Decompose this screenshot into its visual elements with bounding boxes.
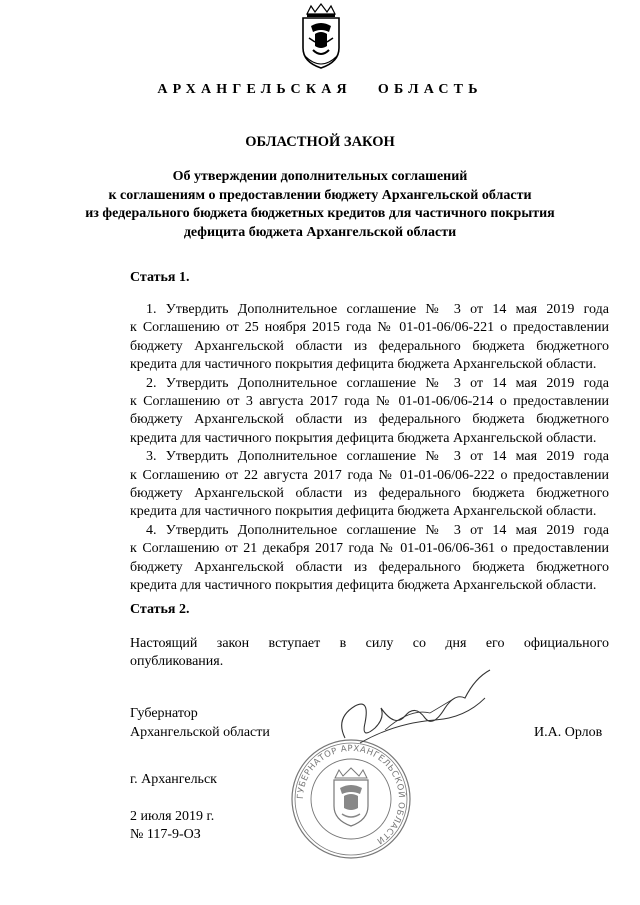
- law-type-heading: ОБЛАСТНОЙ ЗАКОН: [245, 134, 395, 150]
- paragraph-line: бюджету Архангельской области из федерального бюджета бюджетного: [130, 485, 609, 501]
- article-1-heading: Статья 1.: [130, 270, 190, 285]
- article-2-heading: Статья 2.: [130, 602, 190, 617]
- paragraph-line: 4. Утвердить Дополнительное соглашение № 3 от 14 мая 2019 года: [146, 522, 609, 538]
- paragraph-line: бюджету Архангельской области из федерального бюджета бюджетного: [130, 412, 609, 428]
- handwritten-signature: [315, 668, 515, 768]
- paragraph-line: бюджету Архангельской области из федерального бюджета бюджетного: [130, 338, 609, 354]
- paragraph-line: кредита для частичного покрытия дефицита бюджета Архангельской области.: [130, 504, 597, 520]
- coat-of-arms-emblem-icon: [299, 2, 343, 74]
- paragraph-line: бюджету Архангельской области из федерального бюджета бюджетного: [130, 559, 609, 575]
- article-1-item-4: [130, 522, 609, 596]
- paragraph-line: опубликования.: [130, 654, 224, 670]
- paragraph-line: к Соглашению от 21 декабря 2017 года № 01-01-06/06-361 о предоставлении: [130, 541, 609, 557]
- paragraph-line: 1. Утвердить Дополнительное соглашение № 3 от 14 мая 2019 года: [146, 302, 609, 317]
- city: г. Архангельск: [130, 772, 217, 787]
- article-1-item-2: [130, 375, 609, 449]
- paragraph-line: к Соглашению от 25 ноября 2015 года № 01-01-06/06-221 о предоставлении: [130, 320, 609, 336]
- paragraph-line: кредита для частичного покрытия дефицита бюджета Архангельской области.: [130, 577, 597, 593]
- paragraph-line: 3. Утвердить Дополнительное соглашение № 3 от 14 мая 2019 года: [146, 449, 609, 465]
- law-title-line: к соглашениям о предоставлении бюджету Архангельской области: [108, 187, 532, 203]
- law-number: № 117-9-ОЗ: [130, 827, 201, 842]
- signer-position-line-1: Губернатор: [130, 706, 198, 721]
- seal-text: ГУБЕРНАТОР АРХАНГЕЛЬСКОЙ ОБЛАСТИ: [295, 743, 407, 846]
- law-title-line: дефицита бюджета Архангельской области: [183, 224, 457, 240]
- law-title-line: Об утверждении дополнительных соглашений: [172, 169, 468, 184]
- paragraph-line: 2. Утвердить Дополнительное соглашение № 3 от 14 мая 2019 года: [146, 375, 609, 391]
- article-1-item-3: [130, 448, 609, 522]
- law-title-line: из федерального бюджета бюджетных кредитов для частичного покрытия: [85, 206, 555, 221]
- paragraph-line: Настоящий закон вступает в силу со дня его официального: [130, 636, 609, 651]
- paragraph-line: кредита для частичного покрытия дефицита бюджета Архангельской области.: [130, 357, 597, 373]
- article-2-text: [130, 635, 609, 672]
- law-title: [60, 168, 580, 242]
- region-name: АРХАНГЕЛЬСКАЯ ОБЛАСТЬ: [157, 82, 483, 97]
- paragraph-line: к Соглашению от 3 августа 2017 года № 01-01-06/06-214 о предоставлении: [130, 393, 609, 409]
- signer-position-line-2: Архангельской области: [130, 725, 270, 740]
- paragraph-line: к Соглашению от 22 августа 2017 года № 01-01-06/06-222 о предоставлении: [130, 467, 609, 483]
- signer-name: И.А. Орлов: [534, 725, 603, 740]
- law-date: 2 июля 2019 г.: [130, 809, 215, 824]
- paragraph-line: кредита для частичного покрытия дефицита бюджета Архангельской области.: [130, 430, 597, 446]
- article-1-item-1: [130, 301, 609, 375]
